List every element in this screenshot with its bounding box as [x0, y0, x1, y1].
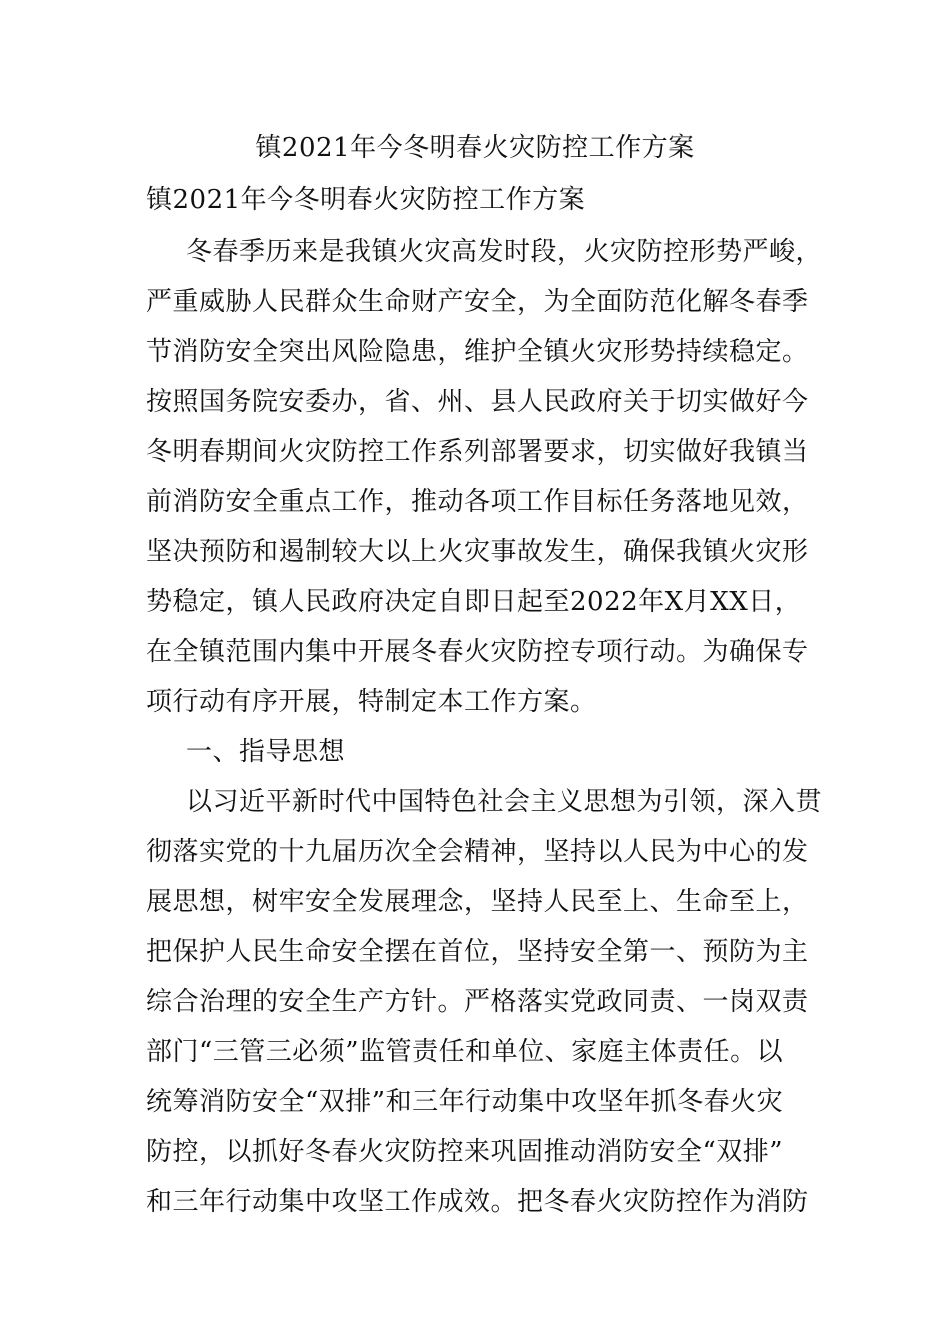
- document-subtitle: 镇2021年今冬明春火灾防控工作方案: [146, 185, 586, 215]
- intro-line: 坚决预防和遏制较大以上火灾事故发生，确保我镇火灾形: [146, 537, 809, 567]
- intro-line: 冬明春期间火灾防控工作系列部署要求，切实做好我镇当: [146, 437, 809, 467]
- section-line: 彻落实党的十九届历次全会精神，坚持以人民为中心的发: [146, 837, 809, 867]
- intro-line: 冬春季历来是我镇火灾高发时段，火灾防控形势严峻，: [186, 237, 823, 267]
- section-line: 把保护人民生命安全摆在首位，坚持安全第一、预防为主: [146, 937, 809, 967]
- section-line: 综合治理的安全生产方针。严格落实党政同责、一岗双责: [146, 987, 809, 1017]
- section-line: 展思想，树牢安全发展理念，坚持人民至上、生命至上，: [146, 887, 809, 917]
- intro-line: 项行动有序开展，特制定本工作方案。: [146, 687, 597, 717]
- section-line: 统筹消防安全“双排”和三年行动集中攻坚年抓冬春火灾: [146, 1087, 784, 1117]
- section-line: 和三年行动集中攻坚工作成效。把冬春火灾防控作为消防: [146, 1187, 809, 1217]
- document-title: 镇2021年今冬明春火灾防控工作方案: [255, 133, 695, 163]
- section-line: 部门“三管三必须”监管责任和单位、家庭主体责任。以: [146, 1037, 784, 1067]
- intro-line: 严重威胁人民群众生命财产安全，为全面防范化解冬春季: [146, 287, 809, 317]
- intro-line: 按照国务院安委办，省、州、县人民政府关于切实做好今: [146, 387, 809, 417]
- intro-line: 在全镇范围内集中开展冬春火灾防控专项行动。为确保专: [146, 637, 809, 667]
- intro-line: 前消防安全重点工作，推动各项工作目标任务落地见效，: [146, 487, 809, 517]
- intro-line: 节消防安全突出风险隐患，维护全镇火灾形势持续稳定。: [146, 337, 809, 367]
- section-line: 以习近平新时代中国特色社会主义思想为引领，深入贯: [186, 787, 823, 817]
- intro-line: 势稳定，镇人民政府决定自即日起至2022年X月XX日，: [146, 587, 802, 617]
- section-heading: 一、指导思想: [186, 737, 346, 767]
- section-line: 防控，以抓好冬春火灾防控来巩固推动消防安全“双排”: [146, 1137, 784, 1167]
